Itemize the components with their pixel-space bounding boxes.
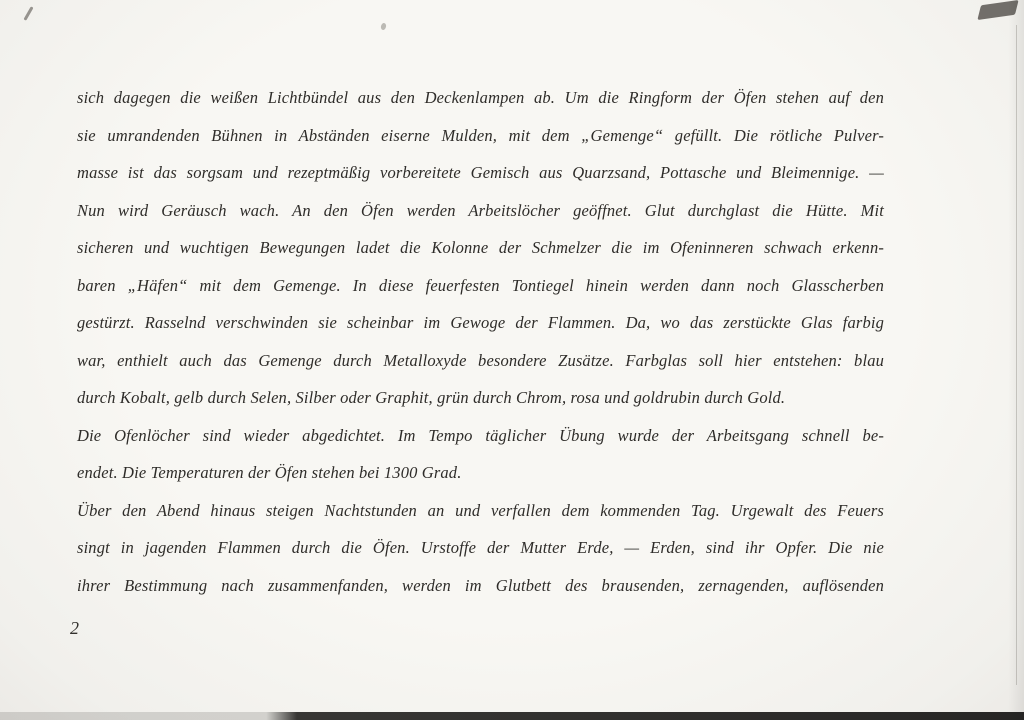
- text-line: Über den Abend hinaus steigen Nachtstunden an und verfallen dem kommenden Tag. Urgewalt des Feuers: [77, 500, 884, 520]
- page-edge-line: [1016, 25, 1017, 685]
- text-line: durch Kobalt, gelb durch Selen, Silber oder Graphit, grün durch Chrom, rosa und goldrubin durch Gold.: [77, 388, 786, 407]
- text-line: endet. Die Temperaturen der Öfen stehen bei 1300 Grad.: [77, 463, 462, 482]
- text-line: Nun wird Geräusch wach. An den Öfen werden Arbeitslöcher geöffnet. Glut durchglast die Hütte. Mit: [77, 200, 884, 220]
- text-line: sie umrandenden Bühnen in Abständen eiserne Mulden, mit dem „Gemenge“ gefüllt. Die rötliche Pulver-: [77, 125, 884, 145]
- text-line: baren „Häfen“ mit dem Gemenge. In diese feuerfesten Tontiegel hinein werden dann noch Glasscherben: [77, 275, 884, 295]
- page-number: 2: [70, 618, 79, 638]
- text-line: masse ist das sorgsam und rezeptmäßig vorbereitete Gemisch aus Quarzsand, Pottasche und Bleimennige. —: [77, 163, 884, 182]
- text-line: ihrer Bestimmung nach zusammenfanden, werden im Glutbett des brausenden, zernagenden, auflösenden: [77, 575, 884, 595]
- scan-artifact-bottom-bar: [0, 712, 1024, 720]
- text-line: war, enthielt auch das Gemenge durch Metalloxyde besondere Zusätze. Farbglas soll hier entstehen: blau: [77, 350, 884, 370]
- text-line: sicheren und wuchtigen Bewegungen ladet die Kolonne der Schmelzer die im Ofeninneren schwach erkenn-: [77, 238, 884, 257]
- scan-artifact-pen-tick: [23, 6, 33, 20]
- text-line: gestürzt. Rasselnd verschwinden sie scheinbar im Gewoge der Flammen. Da, wo das zerstückte Glas farbig: [77, 313, 884, 332]
- page-text: [77, 79, 884, 604]
- text-line: sich dagegen die weißen Lichtbündel aus den Deckenlampen ab. Um die Ringform der Öfen stehen auf den: [77, 88, 884, 107]
- scan-artifact-speck: [380, 22, 387, 30]
- text-line: Die Ofenlöcher sind wieder abgedichtet. Im Tempo täglicher Übung wurde der Arbeitsgang schnell be-: [77, 425, 884, 445]
- text-line: singt in jagenden Flammen durch die Öfen. Urstoffe der Mutter Erde, — Erden, sind ihr Opfer. Die nie: [77, 538, 884, 557]
